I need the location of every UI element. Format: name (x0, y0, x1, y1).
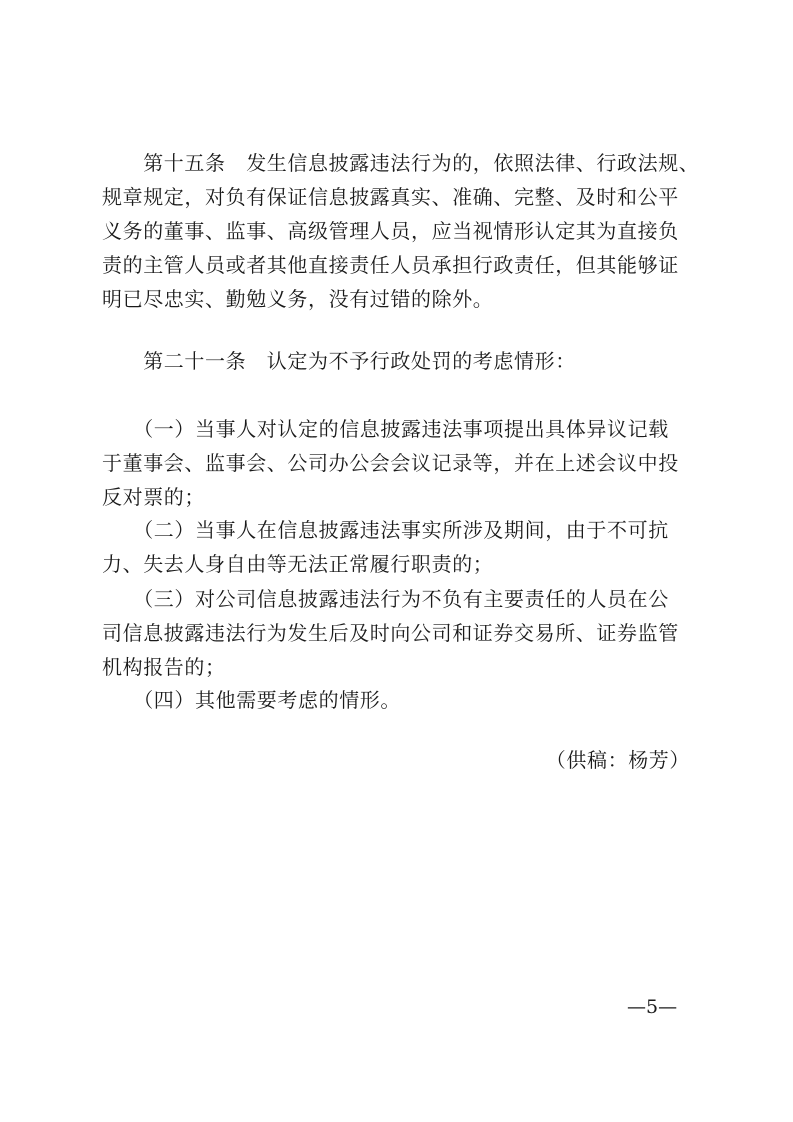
text-line: 司信息披露违法行为发生后及时向公司和证券交易所、证券监管 (102, 621, 679, 645)
text-line: （二）当事人在信息披露违法事实所涉及期间，由于不可抗 (102, 518, 669, 542)
article-21-item-4 (102, 683, 702, 717)
text-line: （三）对公司信息披露违法行为不负有主要责任的人员在公 (102, 587, 669, 611)
text-line: （四）其他需要考虑的情形。 (102, 688, 401, 712)
text-line: 规章规定，对负有保证信息披露真实、准确、完整、及时和公平 (102, 185, 679, 209)
author-credit: （供稿：杨芳） (545, 748, 690, 772)
article-21-item-1 (102, 412, 702, 514)
article-21-item-3 (102, 582, 702, 684)
text-line: 义务的董事、监事、高级管理人员，应当视情形认定其为直接负 (102, 219, 679, 243)
text-line: （一）当事人对认定的信息披露违法事项提出具体异议记载 (102, 417, 669, 441)
text-line: 明已尽忠实、勤勉义务，没有过错的除外。 (102, 287, 494, 311)
text-line: 于董事会、监事会、公司办公会会议记录等，并在上述会议中投 (102, 451, 679, 475)
text-line: 第二十一条 认定为不予行政处罚的考虑情形： (102, 349, 576, 373)
text-line: 机构报告的； (102, 655, 226, 679)
article-21-item-2 (102, 513, 702, 581)
text-line: 力、失去人身自由等无法正常履行职责的； (102, 552, 494, 576)
text-line: 反对票的； (102, 485, 205, 509)
article-21-heading (102, 344, 702, 378)
article-15-paragraph (102, 146, 702, 316)
page-number: —5— (627, 996, 678, 1018)
text-line: 责的主管人员或者其他直接责任人员承担行政责任，但其能够证 (102, 253, 679, 277)
text-line: 第十五条 发生信息披露违法行为的，依照法律、行政法规、 (102, 151, 700, 175)
